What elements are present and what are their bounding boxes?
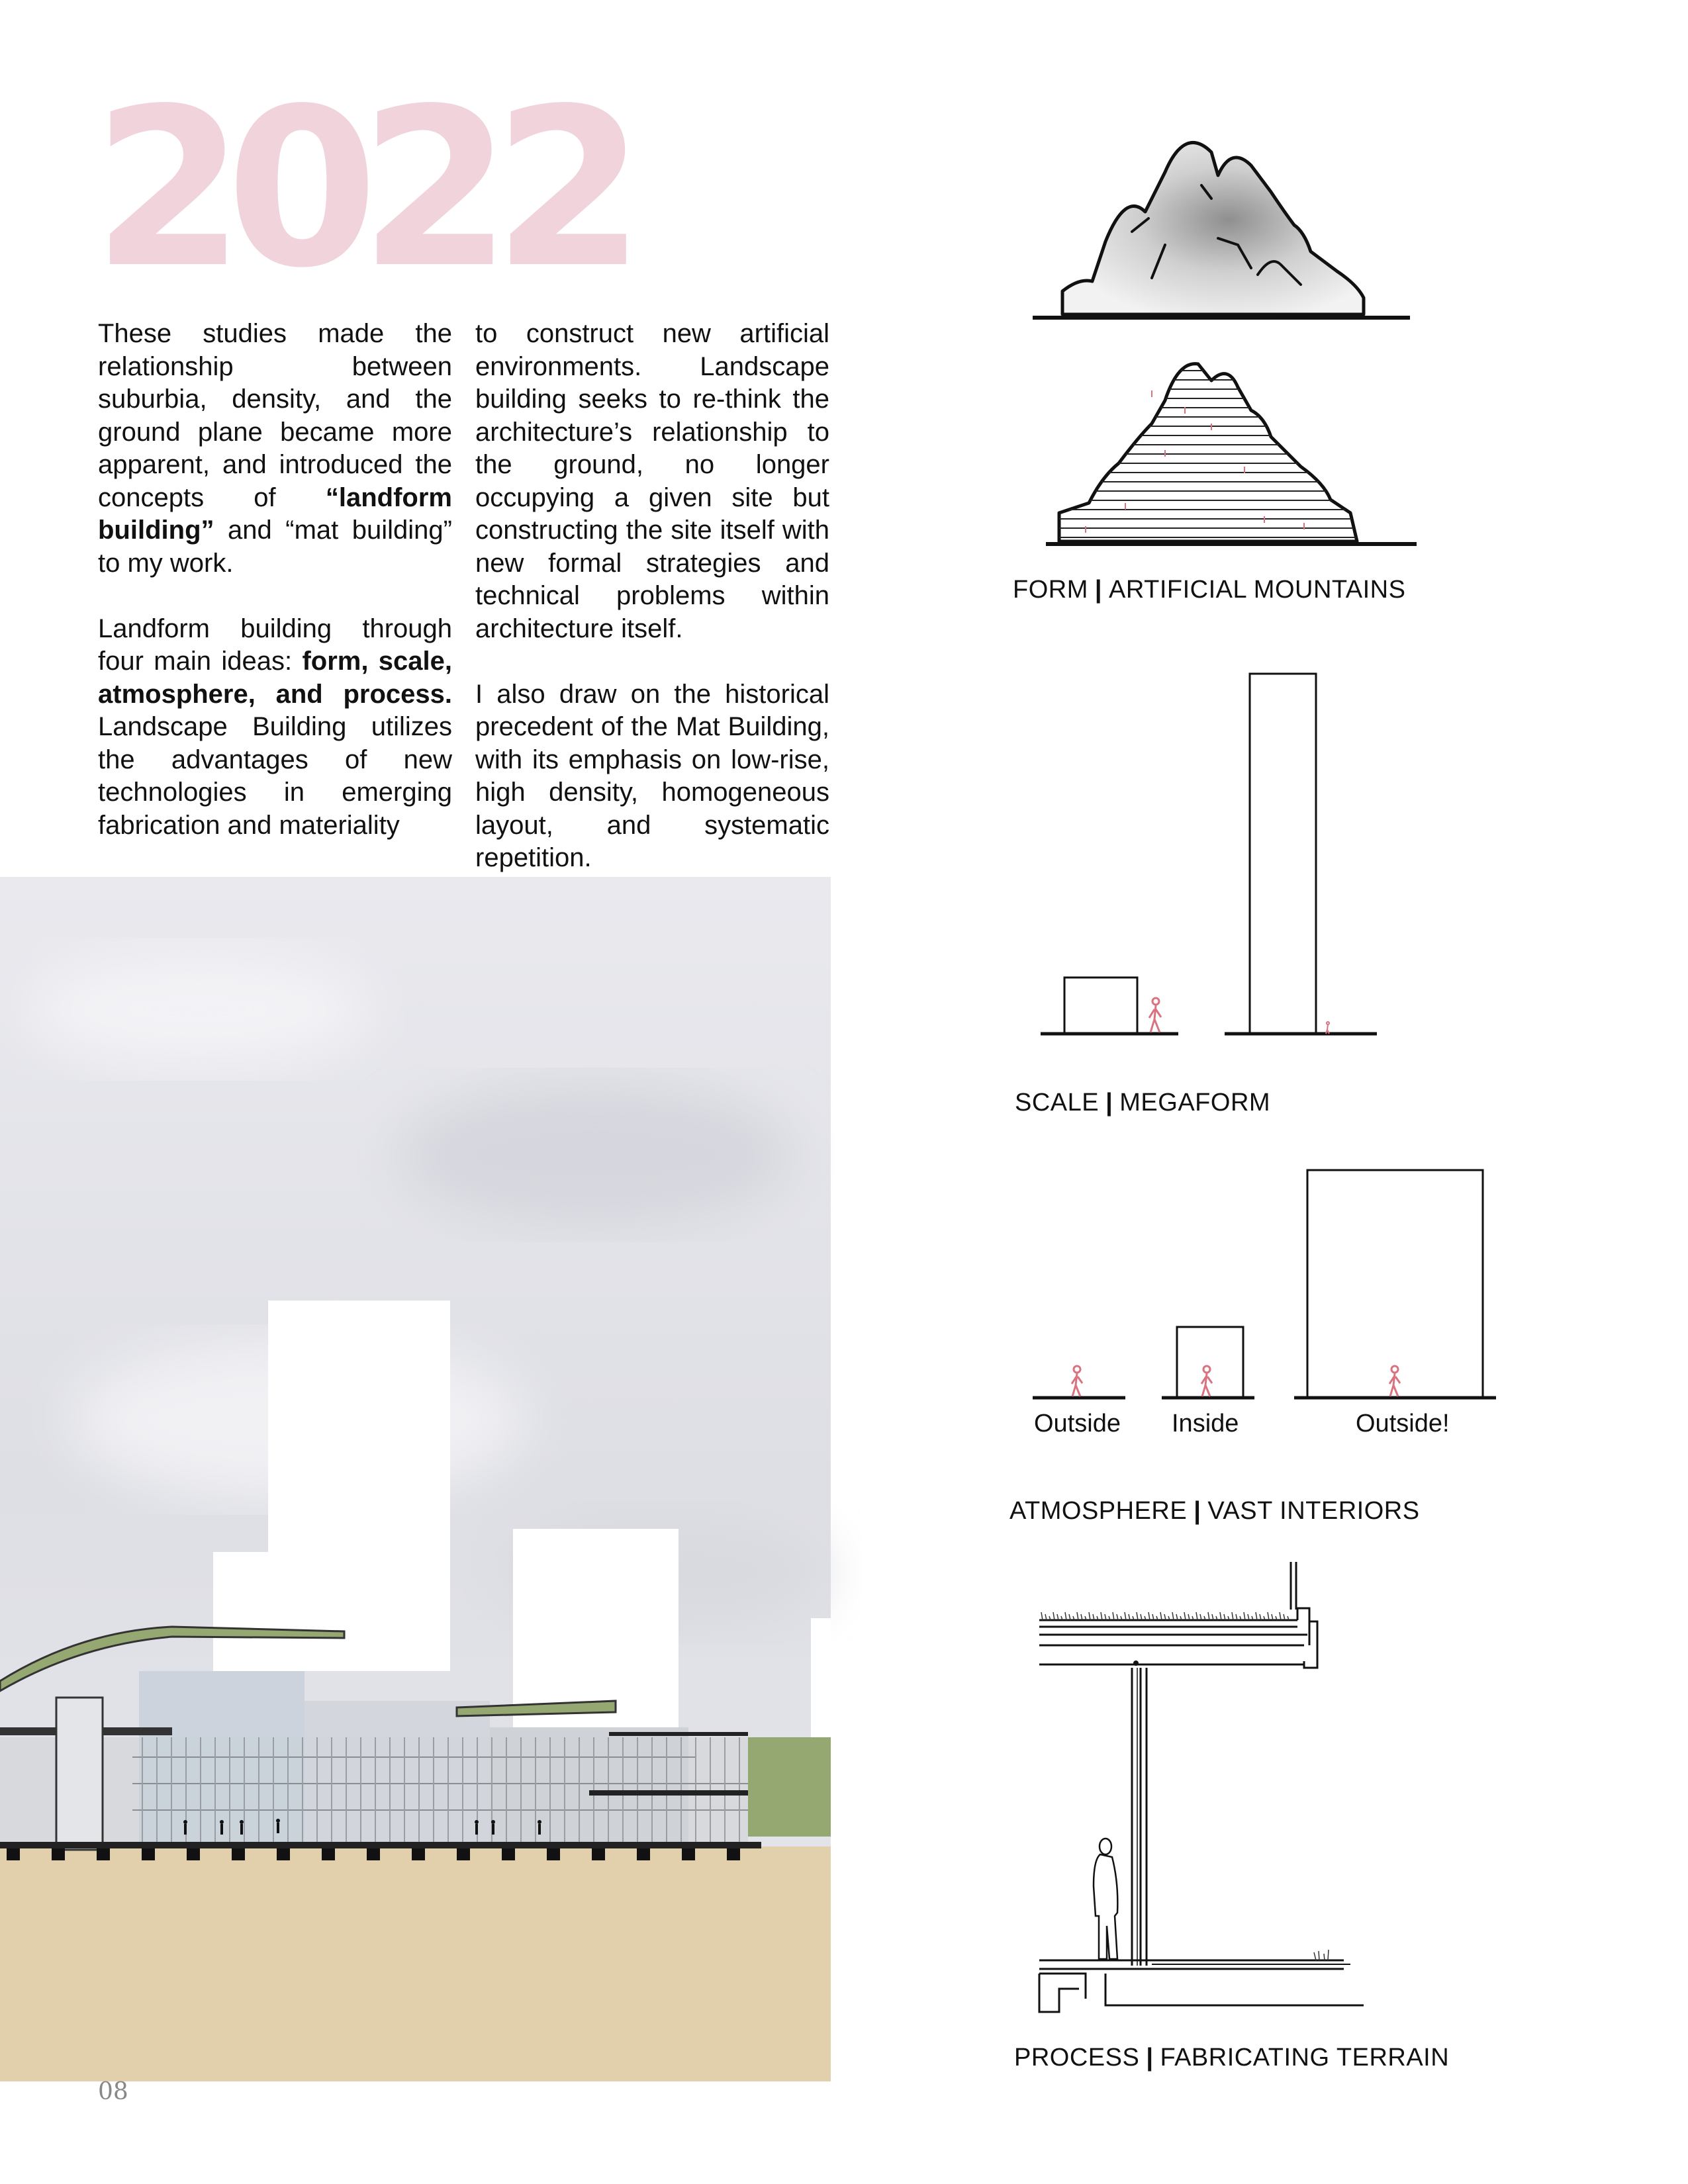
tower-block bbox=[213, 1552, 293, 1671]
atmosphere-label-outside-vast: Outside! bbox=[1356, 1410, 1450, 1437]
process-section-detail bbox=[1033, 1555, 1403, 2019]
mat-building-paragraph: I also draw on the historical precedent of the Mat Building, with its emphasis on low-rise, high density, homogeneous layout, and systematic repetition. bbox=[475, 679, 829, 872]
tall-tower bbox=[1250, 674, 1316, 1034]
year-heading: 2022 bbox=[93, 62, 627, 316]
atmosphere-subtitle: VAST INTERIORS bbox=[1207, 1497, 1420, 1525]
process-title: PROCESS bbox=[1014, 2044, 1140, 2071]
caption-separator: | bbox=[1146, 2044, 1154, 2071]
intro-paragraph: These studies made the relationship between suburbia, density, and the ground plane became more apparent, and introduced the concepts of “landform building” and “mat building” to my work. bbox=[98, 319, 452, 578]
ideas-paragraph: Landform building through four main ideas: form, scale, atmosphere, and process. Landscape Building utilizes the advantages of new technologies in emerging fabrication and materiality bbox=[98, 614, 453, 840]
small-building bbox=[1064, 978, 1137, 1034]
form-mountain-terraced bbox=[1046, 351, 1417, 549]
body-column-right bbox=[475, 318, 829, 875]
caption-separator: | bbox=[1094, 576, 1103, 604]
form-subtitle: ARTIFICIAL MOUNTAINS bbox=[1109, 576, 1406, 604]
person-silhouette bbox=[1094, 1839, 1117, 1959]
tower-block bbox=[268, 1300, 450, 1671]
vast-interior bbox=[1307, 1170, 1483, 1398]
interior-room bbox=[1177, 1327, 1243, 1398]
process-caption bbox=[1014, 2044, 1449, 2072]
page-number: 08 bbox=[98, 2078, 128, 2105]
process-subtitle: FABRICATING TERRAIN bbox=[1160, 2044, 1450, 2071]
caption-separator: | bbox=[1105, 1089, 1113, 1116]
atmosphere-label-outside: Outside bbox=[1034, 1410, 1121, 1437]
atmosphere-diagram bbox=[1029, 1165, 1506, 1410]
building-section-rendering bbox=[0, 877, 831, 2081]
form-title: FORM bbox=[1013, 576, 1088, 604]
ground-soil bbox=[0, 1846, 831, 2081]
person-figure bbox=[1326, 1022, 1329, 1034]
atmosphere-title: ATMOSPHERE bbox=[1009, 1497, 1188, 1525]
atmosphere-label-inside: Inside bbox=[1172, 1410, 1239, 1437]
scale-caption bbox=[1015, 1089, 1270, 1117]
form-mountain-rendered bbox=[1033, 126, 1430, 324]
scale-subtitle: MEGAFORM bbox=[1119, 1089, 1271, 1116]
caption-separator: | bbox=[1194, 1497, 1201, 1525]
atmosphere-caption bbox=[1009, 1497, 1420, 1525]
person-figure bbox=[1149, 998, 1161, 1032]
scale-megaform-diagram bbox=[1033, 668, 1390, 1046]
landscape-paragraph: to construct new artificial environments. Landscape building seeks to re-think the architecture’s relationship to the ground, no longer occupying a given site but constructing the site itself with new formal strategies and technical problems within architecture itself. bbox=[475, 319, 829, 643]
body-column-left bbox=[98, 318, 452, 842]
form-caption bbox=[1013, 576, 1405, 604]
scale-title: SCALE bbox=[1015, 1089, 1100, 1116]
